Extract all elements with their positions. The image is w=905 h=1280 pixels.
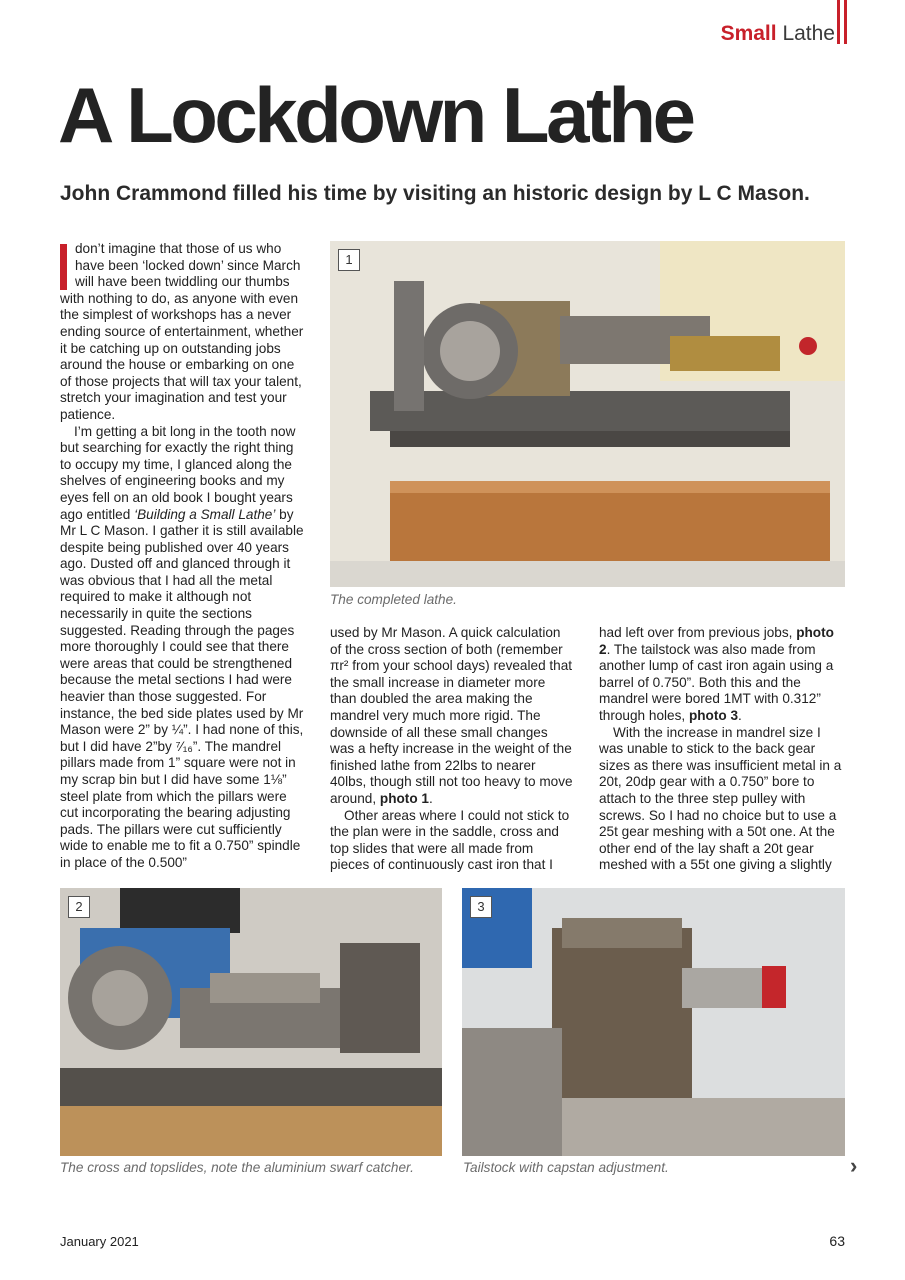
col1-paragraph-1 <box>60 241 305 424</box>
col3-p1-text-a: had left over from previous jobs, <box>599 625 797 640</box>
section-tag-rest: Lathe <box>782 22 835 45</box>
column-1 <box>60 241 305 872</box>
photo-completed-lathe <box>330 241 845 587</box>
section-tag <box>721 22 835 46</box>
photo-ref-1: photo 1 <box>379 790 429 806</box>
photo-tailstock <box>462 888 845 1156</box>
col2-paragraph-1 <box>330 625 575 808</box>
col1-p1-text: don’t imagine that those of us who have been ‘locked down’ since March will have been twiddling our thumbs with nothing to do, as anyone with even the simplest of workshops has a never ending source of entertainment, whether it be catching up on outstanding jobs around the house or embarking on one of those projects that will tax your talent, stretch your imagination and test your patience. <box>60 241 304 422</box>
col3-p1-text-c: . <box>738 707 742 723</box>
col1-p2-text-b: by Mr L C Mason. I gather it is still available despite being published over 40 years ago. Dusted off and glanced through it was obvious that I had all the metal required to make it although not necessarily in quite the sections suggested. Reading through the pages more thoroughly I could see that there were areas that could be strengthened because the metal sections I had were heavier than those suggested. For instance, the bed side plates used by Mr Mason were 2” by ¼”. I had none of this, but I did have 2”by ⁷⁄₁₆”. The mandrel pillars made from 1” square were not in my scrap bin but I did have some 1⅛” steel plate from which the pillars were cut incorporating the bearing adjusting pads. The pillars were cut sufficiently wide to enable me to fit a 0.750” spindle in place of the 0.500” <box>60 506 304 870</box>
next-page-arrow-icon[interactable]: › <box>850 1153 858 1178</box>
photo-number-1: 1 <box>338 249 360 271</box>
col3-paragraph-1 <box>599 625 844 725</box>
footer-date: January 2021 <box>60 1234 139 1249</box>
tailstock-illustration <box>462 888 845 1156</box>
page-number: 63 <box>829 1233 845 1249</box>
article-title: A Lockdown Lathe <box>58 71 693 159</box>
slides-illustration <box>60 888 442 1156</box>
photo-number-3: 3 <box>470 896 492 918</box>
photo-number-2: 2 <box>68 896 90 918</box>
photo-cross-topslides <box>60 888 442 1156</box>
drop-cap-i <box>60 244 67 290</box>
book-title: ‘Building a Small Lathe’ <box>134 506 276 522</box>
article-standfirst: John Crammond filled his time by visiting an historic design by L C Mason. <box>60 182 810 205</box>
col2-p1-text-a: used by Mr Mason. A quick calculation of the cross section of both (remember πr² from your school days) revealed that the small increase in diameter more than doubled the area making the mandrel very much more rigid. The downside of all these small changes was a hefty increase in the weight of the finished lathe from 22lbs to nearer 40lbs, though still not too heavy to move around, <box>330 625 573 806</box>
photo-ref-2: photo 2 <box>599 625 834 657</box>
col1-paragraph-2 <box>60 424 305 872</box>
column-2 <box>330 625 575 874</box>
photo-caption-1: The completed lathe. <box>330 592 457 607</box>
col3-p1-text-b: . The tailstock was also made from another lump of cast iron again using a barrel of 0.750”. Both this and the mandrel were bored 1MT with 0.312” through holes, <box>599 641 834 723</box>
col3-paragraph-2: With the increase in mandrel size I was unable to stick to the back gear sizes as there was insufficient metal in a 20t, 20dp gear with a 0.750” bore to attach to the three step pulley with screws. So I had no choice but to use a 25t gear meshing with a 50t one. At the other end of the lay shaft a 20t gear meshed with a 55t one giving a slightly <box>599 724 842 873</box>
column-3 <box>599 625 844 874</box>
photo-caption-3: Tailstock with capstan adjustment. <box>463 1160 669 1175</box>
section-tag-bars <box>837 0 847 44</box>
section-tag-strong: Small <box>720 22 777 45</box>
lathe-illustration <box>330 241 845 587</box>
photo-caption-2: The cross and topslides, note the aluminium swarf catcher. <box>60 1160 414 1175</box>
col2-p1-text-b: . <box>428 790 433 806</box>
photo-ref-3: photo 3 <box>688 707 739 723</box>
col1-p2-text-a: I’m getting a bit long in the tooth now but searching for exactly the right thing to occupy my time, I glanced along the shelves of engineering books and my eyes fell on an old book I bought years ago entitled <box>60 423 296 522</box>
col2-paragraph-2: Other areas where I could not stick to the plan were in the saddle, cross and top slides that were all made from pieces of continuously cast iron that I <box>330 807 570 873</box>
